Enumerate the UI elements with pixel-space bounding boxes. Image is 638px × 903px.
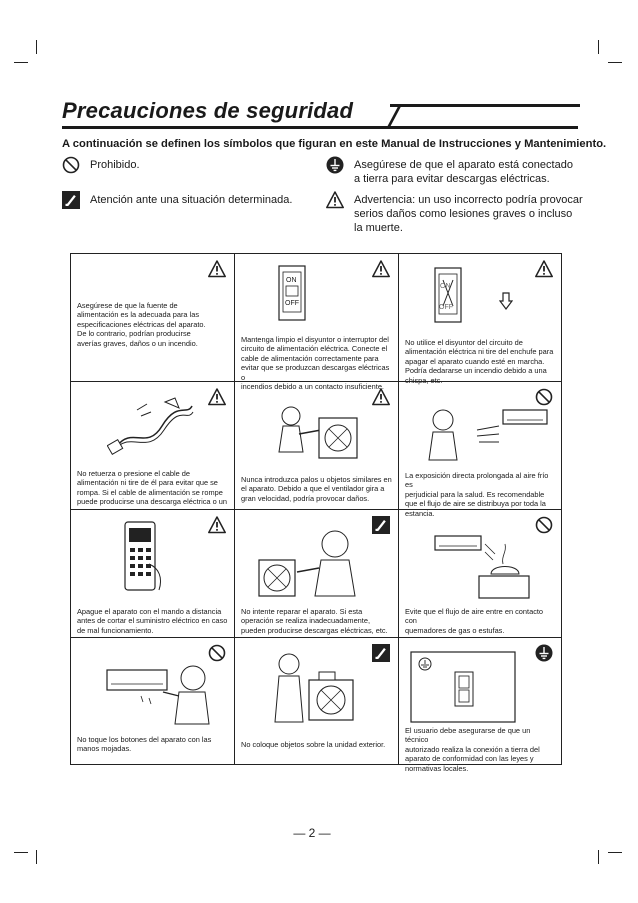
switch-off-label: OFF xyxy=(285,300,299,307)
precautions-grid xyxy=(70,253,562,773)
caution-icon xyxy=(372,516,390,534)
switch-on-label: ON xyxy=(286,277,297,284)
precaution-text: No retuerza o presione el cable de alimentación ni tire de él para evitar que se rompa. Si el cable de alimentación se rompe puede producirse una descarga eléctrica o un xyxy=(77,469,227,507)
warning-icon xyxy=(326,191,344,209)
page-number: — 2 — xyxy=(293,826,331,840)
warning-icon xyxy=(208,516,226,534)
gas-burner-illustration xyxy=(429,530,533,602)
precaution-text: Mantenga limpio el disyuntor o interruptor del circuito de alimentación eléctrica. Conecte el cable de alimentación correctamente para evitar que se produzcan descargas eléctricas o incendios debido a un contacto insuficiente. xyxy=(241,335,390,392)
breaker-switch-illustration xyxy=(275,264,309,322)
precaution-text: Apague el aparato con el mando a distancia antes de cortar el suministro eléctrico en caso de mal funcionamiento. xyxy=(77,607,228,635)
precaution-cell-9 xyxy=(399,510,561,638)
breaker-switch-illustration xyxy=(429,266,469,326)
prohibited-icon xyxy=(62,156,80,174)
objects-on-unit-illustration xyxy=(265,652,365,726)
grounding-panel-illustration xyxy=(409,650,519,726)
warning-icon xyxy=(372,388,390,406)
precaution-text: Nunca introduzca palos u objetos similares en el aparato. Debido a que el ventilador gira a gran velocidad, podría provocar daños. xyxy=(241,475,392,503)
precaution-cell-11 xyxy=(235,638,399,764)
repair-attempt-illustration xyxy=(253,526,363,602)
precaution-text: No coloque objetos sobre la unidad exterior. xyxy=(241,740,386,749)
precaution-cell-2 xyxy=(235,254,399,392)
cold-air-illustration xyxy=(421,404,549,464)
legend-text: Asegúrese de que el aparato está conectado a tierra para evitar descargas eléctricas. xyxy=(354,159,573,185)
wet-hands-illustration xyxy=(101,662,213,726)
precaution-text: Evite que el flujo de aire entre en contacto con quemadores de gas o estufas. xyxy=(405,607,544,635)
precaution-cell-1 xyxy=(71,254,235,382)
remote-control-illustration xyxy=(119,520,165,596)
prohibited-icon xyxy=(208,644,226,662)
warning-icon xyxy=(535,260,553,278)
precaution-cell-12 xyxy=(399,638,561,773)
warning-icon xyxy=(208,260,226,278)
legend-text: Prohibido. xyxy=(90,159,140,171)
precaution-text: La exposición directa prolongada al aire frío es perjudicial para la salud. Es recomendable que el flujo de aire se distribuya por toda la estancia. xyxy=(405,471,549,518)
warning-icon xyxy=(208,388,226,406)
child-outdoor-unit-illustration xyxy=(269,404,361,470)
title-rule xyxy=(62,126,578,129)
precaution-text: No utilice el disyuntor del circuito de alimentación eléctrica ni tire del enchufe para apagar el aparato cuando esté en marcha. Podría dedararse un incendio debido a una chispa, etc. xyxy=(405,338,554,385)
precaution-text: No toque los botones del aparato con las manos mojadas. xyxy=(77,735,212,754)
ground-icon xyxy=(535,644,553,662)
intro-text: A continuación se definen los símbolos que figuran en este Manual de Instrucciones y Mantenimiento. xyxy=(62,138,607,150)
precaution-text: El usuario debe asegurarse de que un técnico autorizado realiza la conexión a tierra del aparato de conformidad con las leyes y normativas locales. xyxy=(405,726,540,773)
precaution-cell-5 xyxy=(235,382,399,510)
precaution-cell-6 xyxy=(399,382,561,518)
crop-mark xyxy=(608,62,622,63)
caution-icon xyxy=(62,191,80,209)
precaution-cell-7 xyxy=(71,510,235,638)
ground-icon xyxy=(326,156,344,174)
precaution-cell-8 xyxy=(235,510,399,638)
crop-mark xyxy=(608,852,622,853)
arrow-down-icon xyxy=(499,292,513,310)
twisted-cable-illustration xyxy=(107,396,197,466)
precaution-cell-10 xyxy=(71,638,235,764)
precaution-text: No intente reparar el aparato. Si esta operación se realiza inadecuadamente, pueden producirse descargas eléctricas, etc. xyxy=(241,607,388,635)
prohibited-icon xyxy=(535,516,553,534)
switch-off-label: OFF xyxy=(439,304,453,311)
warning-icon xyxy=(372,260,390,278)
crop-mark xyxy=(36,850,37,864)
page-title: Precauciones de seguridad xyxy=(62,98,354,123)
crop-mark xyxy=(36,40,37,54)
precaution-text: Asegúrese de que la fuente de alimentación es la adecuada para las especificaciones eléctricas del aparato. De lo contrario, podrían producirse averías graves, daños o un incendio. xyxy=(77,301,206,348)
caution-icon xyxy=(372,644,390,662)
switch-on-label: ON xyxy=(440,283,451,290)
title-rule-upper xyxy=(390,104,580,107)
precaution-cell-4 xyxy=(71,382,235,510)
crop-mark xyxy=(598,40,599,54)
legend-text: Atención ante una situación determinada. xyxy=(90,194,293,206)
crop-mark xyxy=(14,852,28,853)
crop-mark xyxy=(598,850,599,864)
precaution-cell-3 xyxy=(399,254,561,385)
legend-text: Advertencia: un uso incorrecto podría provocar serios daños como lesiones graves o incluso la muerte. xyxy=(354,194,583,234)
crop-mark xyxy=(14,62,28,63)
